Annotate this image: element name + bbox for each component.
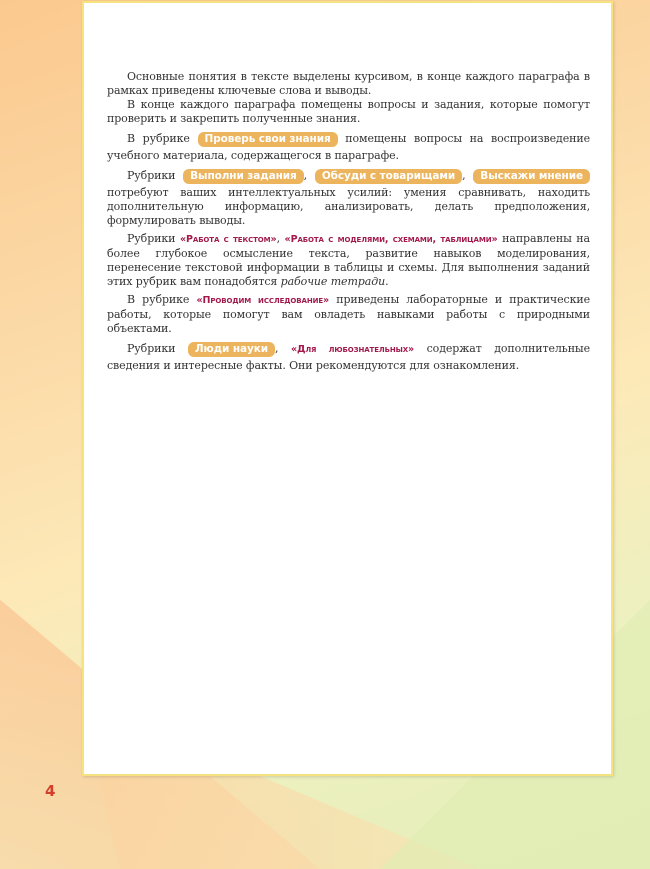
text: В рубрике [127,293,190,306]
text: содержат дополнительные сведения и интересные факты. Они рекомендуются для ознакомления. [107,342,590,372]
content-panel [82,1,613,776]
paragraph [107,293,590,336]
paragraph: Рубрики Выполни задания , Обсуди с товарищами , Выскажи мнение потребуют ваших интеллектуальных усилий: умения сравнивать, находить дополнительную информацию, анализировать, делать предположения, формулировать выводы. [107,169,590,227]
paragraph: Основные понятия в тексте выделены курсивом, в конце каждого параграфа в рамках приведены ключевые слова и выводы. [107,70,590,97]
paragraph: Рубрики Люди науки , «Для любознательных» содержат дополнительные сведения и интересные факты. Они рекомендуются для ознакомления. [107,342,590,372]
page-number: 4 [45,782,56,800]
italic-term: рабочие тетради [280,275,386,288]
text: Рубрики [127,342,176,355]
paragraph [107,130,590,163]
rubric-badge: Выскажи мнение [473,169,590,184]
rubric-title: «Для любознательных» [290,344,415,355]
rubric-badge: Проверь свои знания [198,132,338,147]
rubric-badge: Люди науки [188,342,275,357]
text: направлены на более глубокое осмысление текста, развитие навыков моделирования, перенесение текстовой информации в таблицы и схемы. Для выполнения заданий этих рубрик вам понадобятся [107,232,590,288]
paragraph: Рубрики «Работа с текстом», «Работа с моделями, схемами, таблицами» направлены на более глубокое осмысление текста, развитие навыков моделирования, перенесение текстовой информации в таблицы и схемы. Для выполнения заданий этих рубрик вам понадобятся рабочие тетради. [107,232,590,288]
rubric-title: «Работа с моделями, схемами, таблицами» [284,234,498,245]
text: приведены лабораторные и практические работы, которые помогут вам овладеть навыками работы с природными объектами. [107,293,590,335]
rubric-title: «Проводим исследование» [196,295,330,306]
text: Рубрики [127,232,176,245]
text: потребуют ваших интеллектуальных усилий: умения сравнивать, находить дополнительную информацию, анализировать, делать предположения, формулировать выводы. [107,186,590,227]
text: В рубрике [127,132,190,145]
text: Рубрики [127,169,176,182]
text: помещены вопросы на воспроизведение учебного материала, содержащегося в параграфе. [107,132,590,162]
body-text [107,70,590,377]
rubric-title: «Работа с текстом» [179,234,277,245]
rubric-badge: Обсуди с товарищами [315,169,462,184]
paragraph: В конце каждого параграфа помещены вопросы и задания, которые помогут проверить и закрепить полученные знания. [107,98,590,125]
rubric-badge: Выполни задания [183,169,304,184]
